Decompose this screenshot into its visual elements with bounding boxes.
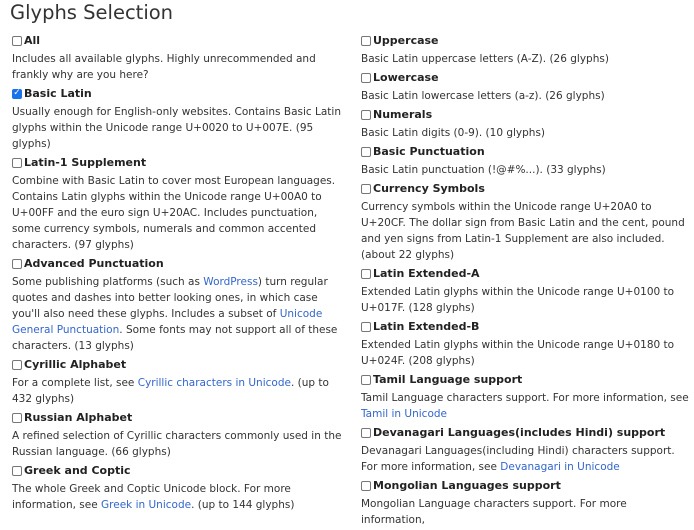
option-devanagari-languages-support[interactable] [361, 424, 691, 441]
option-description: A refined selection of Cyrillic characters commonly used in the Russian language. (66 glyphs) [12, 430, 342, 458]
option-tamil-language-support[interactable] [361, 371, 691, 388]
checkbox[interactable] [361, 481, 371, 491]
option-label: Lowercase [373, 71, 439, 84]
option-description: Basic Latin digits (0-9). (10 glyphs) [361, 127, 546, 139]
option-label: Russian Alphabet [24, 411, 133, 424]
option-basic-punctuation[interactable] [361, 143, 691, 160]
option-uppercase[interactable] [361, 32, 691, 49]
option-description: For a complete list, see Cyrillic characters in Unicode. (up to 432 glyphs) [12, 377, 329, 405]
checkbox[interactable] [12, 360, 22, 370]
option-latin-1-supplement[interactable] [12, 154, 342, 171]
option-description: Combine with Basic Latin to cover most European languages. Contains Latin glyphs within the Unicode range U+00A0 to U+00FF and the euro sign U+20AC. Includes punctuation, some currency symbols, numerals and common accented characters. (97 glyphs) [12, 175, 336, 251]
check-icon: ✓ [13, 88, 21, 98]
right-column [361, 32, 691, 530]
checkbox[interactable] [361, 322, 371, 332]
option-label: Greek and Coptic [24, 464, 131, 477]
checkbox[interactable] [12, 413, 22, 423]
page-title: Glyphs Selection [10, 1, 174, 24]
option-numerals[interactable] [361, 106, 691, 123]
option-description: Currency symbols within the Unicode range U+20A0 to U+20CF. The dollar sign from Basic Latin and the cent, pound and yen signs from Latin-1 Supplement are also included. (about 22 glyphs) [361, 201, 685, 261]
option-description: Mongolian Language characters support. For more information, [361, 498, 627, 526]
option-description: Basic Latin lowercase letters (a-z). (26 glyphs) [361, 90, 605, 102]
option-label: Latin Extended-A [373, 267, 480, 280]
option-label: Currency Symbols [373, 182, 485, 195]
option-greek-and-coptic[interactable] [12, 462, 342, 479]
option-label: Latin Extended-B [373, 320, 480, 333]
checkbox[interactable] [361, 375, 371, 385]
option-description: Includes all available glyphs. Highly unrecommended and frankly why are you here? [12, 53, 316, 81]
unicode-general-punctuation-link[interactable]: Unicode General Punctuation [12, 308, 323, 336]
checkbox[interactable] [361, 73, 371, 83]
tamil-in-unicode-link[interactable]: Tamil in Unicode [361, 408, 447, 420]
option-description: Usually enough for English-only websites. Contains Basic Latin glyphs within the Unicode range U+0020 to U+007E. (95 glyphs) [12, 106, 341, 150]
cyrillic-characters-link[interactable]: Cyrillic characters in Unicode [137, 377, 291, 389]
option-cyrillic-alphabet[interactable] [12, 356, 342, 373]
option-description: Extended Latin glyphs within the Unicode range U+0100 to U+017F. (128 glyphs) [361, 286, 675, 314]
option-description: Tamil Language characters support. For more information, see Tamil in Unicode [361, 392, 689, 420]
checkbox[interactable] [361, 147, 371, 157]
option-description: Basic Latin punctuation (!@#%...). (33 glyphs) [361, 164, 606, 176]
option-label: Devanagari Languages(includes Hindi) support [373, 426, 666, 439]
option-label: Cyrillic Alphabet [24, 358, 127, 371]
option-latin-extended-b[interactable] [361, 318, 691, 335]
checkbox[interactable] [12, 158, 22, 168]
left-column [12, 32, 342, 515]
option-currency-symbols[interactable] [361, 180, 691, 197]
wordpress-link[interactable]: WordPress [203, 276, 258, 288]
option-description: Devanagari Languages(including Hindi) characters support. For more information, see Devanagari in Unicode [361, 445, 675, 473]
option-label: Latin-1 Supplement [24, 156, 147, 169]
option-label: Basic Latin [24, 87, 92, 100]
option-description: Extended Latin glyphs within the Unicode range U+0180 to U+024F. (208 glyphs) [361, 339, 675, 367]
checkbox[interactable] [12, 259, 22, 269]
checkbox[interactable] [361, 184, 371, 194]
option-all[interactable] [12, 32, 342, 49]
checkbox[interactable] [12, 36, 22, 46]
option-advanced-punctuation[interactable] [12, 255, 342, 272]
option-label: Tamil Language support [373, 373, 523, 386]
option-label: Advanced Punctuation [24, 257, 164, 270]
option-russian-alphabet[interactable] [12, 409, 342, 426]
option-lowercase[interactable] [361, 69, 691, 86]
option-label: Numerals [373, 108, 433, 121]
checkbox[interactable] [12, 89, 22, 99]
greek-in-unicode-link[interactable]: Greek in Unicode [101, 499, 192, 511]
checkbox[interactable] [361, 110, 371, 120]
option-mongolian-languages-support[interactable] [361, 477, 691, 494]
devanagari-in-unicode-link[interactable]: Devanagari in Unicode [500, 461, 620, 473]
checkbox[interactable] [361, 36, 371, 46]
option-label: Mongolian Languages support [373, 479, 561, 492]
option-label: Uppercase [373, 34, 439, 47]
checkbox[interactable] [12, 466, 22, 476]
option-description: Some publishing platforms (such as WordPress) turn regular quotes and dashes into better looking ones, in which case you'll also need these glyphs. Includes a subset of Unicode General Punctuation. Some fonts may not support all of these characters. (13 glyphs) [12, 276, 338, 352]
option-label: All [24, 34, 41, 47]
option-label: Basic Punctuation [373, 145, 485, 158]
checkbox[interactable] [361, 428, 371, 438]
option-latin-extended-a[interactable] [361, 265, 691, 282]
checkbox[interactable] [361, 269, 371, 279]
option-description: Basic Latin uppercase letters (A-Z). (26 glyphs) [361, 53, 609, 65]
option-basic-latin[interactable] [12, 85, 342, 102]
option-description: The whole Greek and Coptic Unicode block. For more information, see Greek in Unicode. (up to 144 glyphs) [12, 483, 295, 511]
